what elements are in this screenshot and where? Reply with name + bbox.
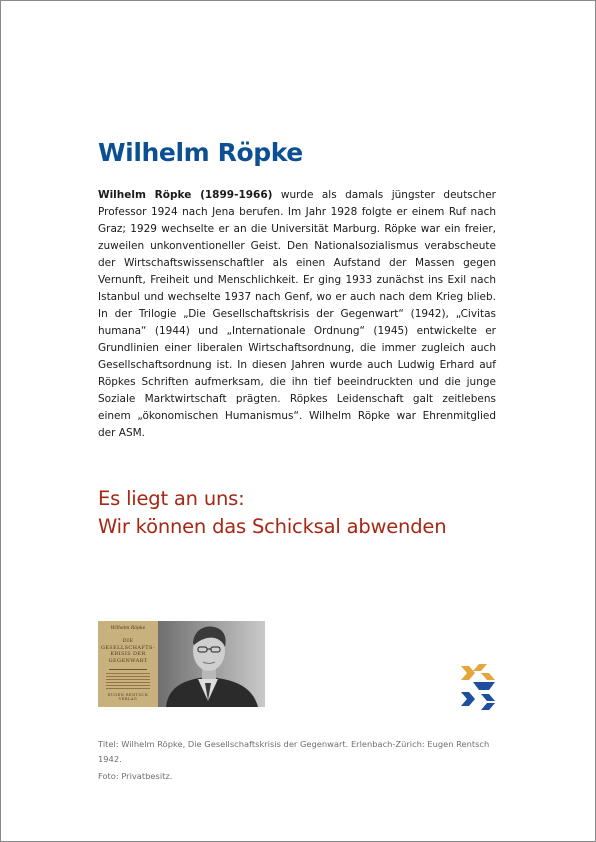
book-cover-title-line: DIE	[122, 638, 134, 644]
book-cover-rule	[109, 669, 147, 670]
book-cover-title-line: KRISIS DER	[110, 651, 146, 657]
book-cover-title	[98, 638, 158, 664]
book-cover-publisher: EUGEN RENTSCH VERLAG	[107, 693, 149, 701]
asm-logo-icon	[460, 662, 496, 710]
image-caption: Titel: Wilhelm Röpke, Die Gesellschaftskrisis der Gegenwart. Erlenbach-Zürich: Eugen Rentsch 1942.	[98, 739, 490, 764]
book-cover-author: Wilhelm Röpke	[110, 626, 146, 631]
quote-line-2: Wir können das Schicksal abwenden	[98, 515, 447, 538]
book-cover-title-line: GEGENWART	[108, 657, 148, 664]
quote-line-1: Es liegt an uns:	[98, 487, 245, 510]
biography-text: wurde als damals jüngster deutscher Professor 1924 nach Jena berufen. Im Jahr 1928 folgte er einem Ruf nach Graz; 1929 wechselte er an die Universität Marburg. Röpke war ein freier, zuweilen unkonventioneller Geist. Den Nationalsozialismus verabscheute der Wirtschaftswissenschaftler als einen Aufstand der Massen gegen Vernunft, Freiheit und Menschlichkeit. Er ging 1933 zunächst ins Exil nach Istanbul und wechselte 1937 nach Genf, wo er auch nach dem Krieg blieb. In der Trilogie „Die Gesellschaftskrisis der Gegenwart“ (1942), „Civitas humana“ (1944) und „Internationale Ordnung“ (1945) entwickelte er Grundlinien einer liberalen Wirtschaftsordnung, die immer zugleich auch Gesellschaftsordnung ist. In diesen Jahren wurde auch Ludwig Erhard auf Röpkes Schriften aufmerksam, die ihn tief beeindruckten und die junge Soziale Marktwirtschaft prägten. Röpkes Leidenschaft galt zeitlebens einem „ökonomischen Humanismus“. Wilhelm Röpke war Ehrenmitglied der ASM.	[98, 189, 496, 439]
photo-credit: Foto: Privatbesitz.	[98, 771, 173, 781]
book-cover-image	[98, 621, 158, 707]
portrait-photo	[158, 621, 265, 707]
page-title: Wilhelm Röpke	[98, 138, 303, 167]
biography-lead: Wilhelm Röpke (1899-1966)	[98, 189, 273, 201]
quote-heading	[98, 485, 446, 541]
book-cover-blurb	[106, 673, 150, 689]
portrait-figure	[158, 621, 265, 707]
biography-paragraph	[98, 187, 496, 442]
book-cover-title-line: GESELLSCHAFTS-	[100, 644, 156, 651]
